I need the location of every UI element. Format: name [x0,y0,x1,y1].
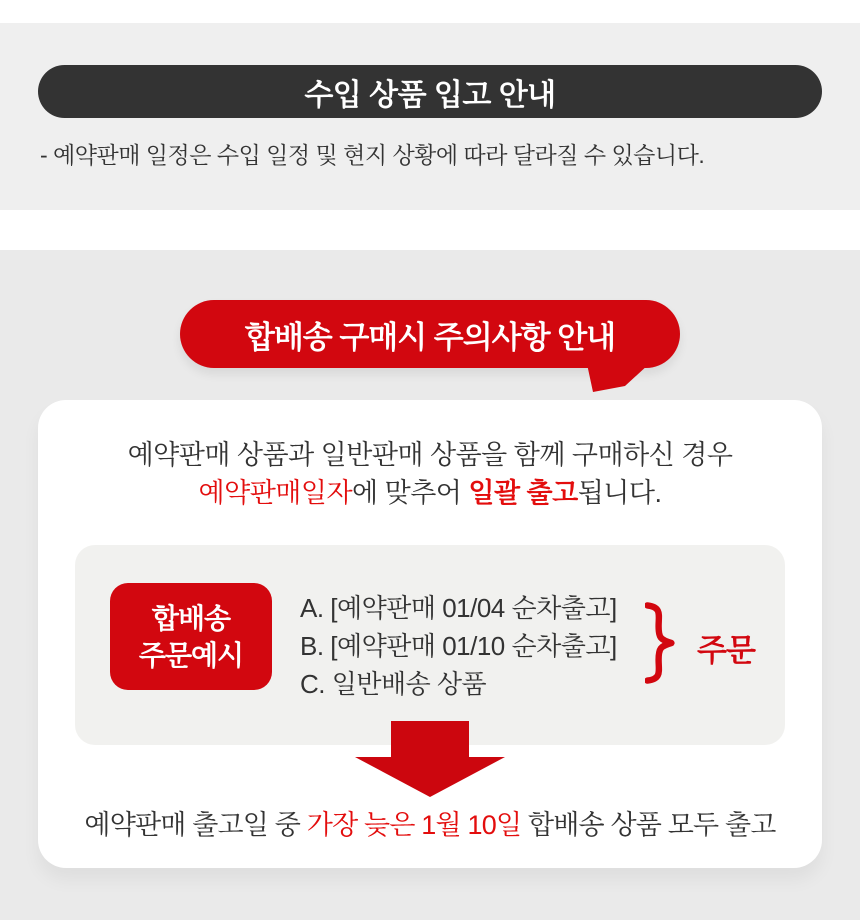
speech-bubble-tail-icon [585,364,651,393]
import-notice-banner [38,65,822,118]
result-highlight: 가장 늦은 1월 10일 [306,810,528,840]
order-example-list [300,589,617,703]
intro-line1: 예약판매 상품과 일반판매 상품을 함께 구매하신 경우 [127,440,733,470]
order-label: 주문 [697,633,755,668]
notice-card [38,400,822,868]
curly-brace-icon [645,601,677,685]
result-text: 예약판매 출고일 중 가장 늦은 1월 10일 합배송 상품 모두 출고 [84,810,776,840]
badge-line2: 주문예시 [138,639,244,671]
badge-line1: 합배송 [151,602,231,634]
intro-highlight-date: 예약판매일자 [198,478,353,508]
list-item-c: C. 일반배송 상품 [300,669,487,699]
warning-bubble-title: 합배송 구매시 주의사항 안내 [244,319,616,355]
import-notice-note: - 예약판매 일정은 수입 일정 및 현지 상황에 따라 달라질 수 있습니다. [40,142,705,168]
import-notice-title: 수입 상품 입고 안내 [304,78,556,112]
combined-shipping-section [0,250,860,920]
down-arrow-icon [355,721,505,797]
intro-text [38,436,822,512]
intro-highlight-batch: 일괄 출고 [468,478,578,508]
order-example-box [75,545,785,745]
list-item-a: A. [예약판매 01/04 순차출고] [300,593,617,623]
intro-line2: 예약판매일자에 맞추어 일괄 출고됩니다. [198,478,662,508]
list-item-b: B. [예약판매 01/10 순차출고] [300,631,617,661]
order-example-badge [110,583,272,690]
warning-bubble [180,300,680,368]
import-notice-band [0,23,860,210]
